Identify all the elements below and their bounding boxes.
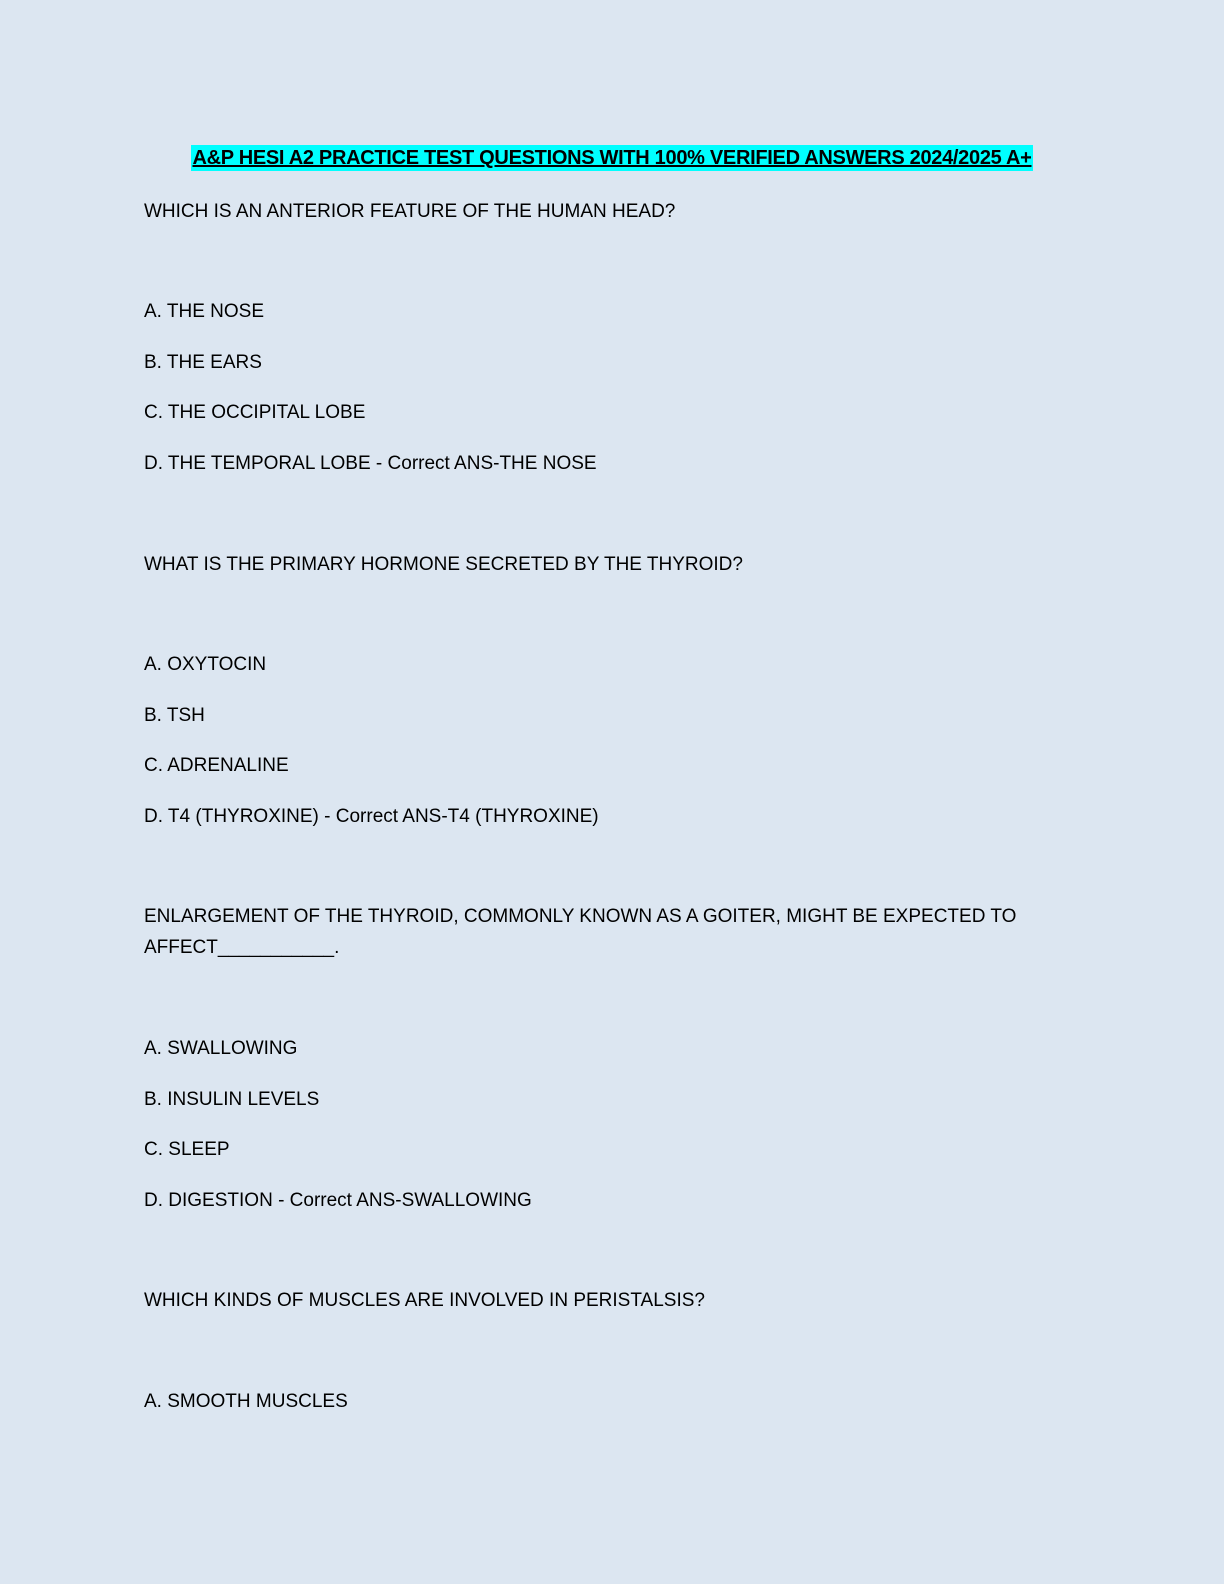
question-3-option-a: A. SWALLOWING bbox=[144, 1038, 298, 1059]
question-3-prompt-line-1: ENLARGEMENT OF THE THYROID, COMMONLY KNOWN AS A GOITER, MIGHT BE EXPECTED TO bbox=[144, 906, 1017, 927]
question-2-option-a: A. OXYTOCIN bbox=[144, 654, 267, 675]
question-3-prompt-line-2: AFFECT___________. bbox=[144, 937, 340, 958]
question-4-option-a: A. SMOOTH MUSCLES bbox=[144, 1391, 348, 1412]
question-1-prompt: WHICH IS AN ANTERIOR FEATURE OF THE HUMAN HEAD? bbox=[144, 201, 676, 222]
question-1-option-d: D. THE TEMPORAL LOBE - Correct ANS-THE NOSE bbox=[144, 453, 597, 474]
title-container bbox=[0, 145, 1224, 171]
question-1-option-c: C. THE OCCIPITAL LOBE bbox=[144, 402, 366, 423]
question-4-prompt: WHICH KINDS OF MUSCLES ARE INVOLVED IN PERISTALSIS? bbox=[144, 1290, 705, 1311]
document-title: A&P HESI A2 PRACTICE TEST QUESTIONS WITH 100% VERIFIED ANSWERS 2024/2025 A+ bbox=[192, 147, 1032, 169]
question-1-option-b: B. THE EARS bbox=[144, 352, 262, 373]
question-1-option-a: A. THE NOSE bbox=[144, 301, 265, 322]
question-3-option-b: B. INSULIN LEVELS bbox=[144, 1089, 320, 1110]
question-2-option-b: B. TSH bbox=[144, 705, 205, 726]
question-2-prompt: WHAT IS THE PRIMARY HORMONE SECRETED BY THE THYROID? bbox=[144, 554, 743, 575]
question-2-option-c: C. ADRENALINE bbox=[144, 755, 289, 776]
question-2-option-d: D. T4 (THYROXINE) - Correct ANS-T4 (THYROXINE) bbox=[144, 806, 599, 827]
question-3-option-d: D. DIGESTION - Correct ANS-SWALLOWING bbox=[144, 1190, 532, 1211]
question-3-option-c: C. SLEEP bbox=[144, 1139, 230, 1160]
